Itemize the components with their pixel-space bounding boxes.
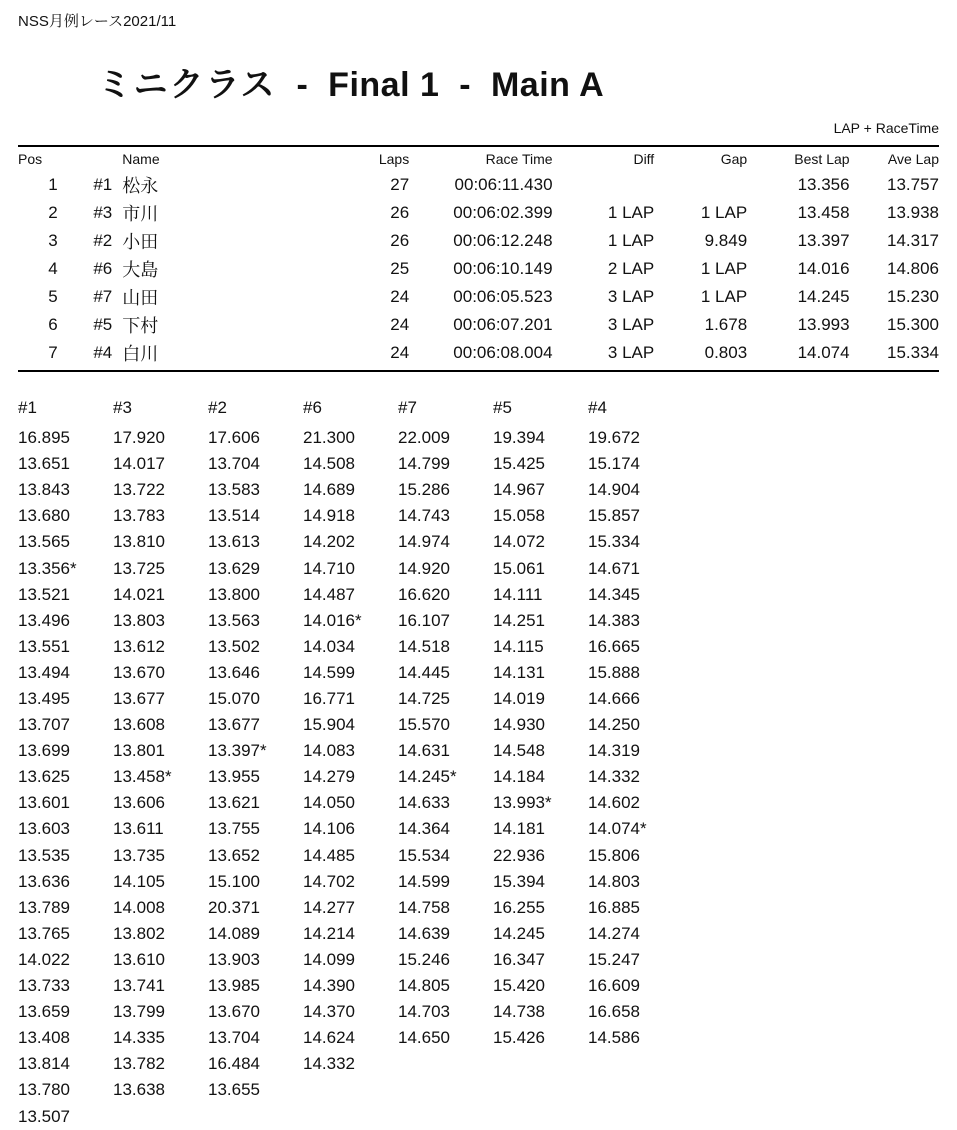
lap-time-cell: 13.707 [18, 715, 70, 735]
lap-time-cell: 22.936 [493, 845, 545, 865]
lap-time-cell: 13.814 [18, 1054, 70, 1074]
result-pos: 3 [48, 231, 58, 251]
lap-time-cell: 14.758 [398, 897, 450, 917]
title-separator-2: - [439, 65, 491, 104]
lap-time-cell: 17.606 [208, 428, 260, 448]
result-best-lap: 13.993 [797, 315, 850, 335]
lap-time-cell: 13.802 [113, 923, 165, 943]
result-race-time: 00:06:11.430 [454, 175, 553, 195]
lap-time-cell: 13.903 [208, 949, 260, 969]
table-row [18, 311, 939, 339]
table-row [18, 255, 939, 283]
result-diff: 2 LAP [607, 259, 655, 279]
lap-time-cell: 13.507 [18, 1106, 70, 1126]
lap-time-cell: 16.665 [588, 636, 640, 656]
result-ave-lap: 13.757 [887, 175, 939, 195]
lap-time-cell: 14.703 [398, 1002, 450, 1022]
result-race-time: 00:06:07.201 [453, 315, 553, 335]
result-race-time: 00:06:12.248 [453, 231, 553, 251]
lap-time-cell: 14.602 [588, 793, 640, 813]
result-ave-lap: 15.300 [887, 315, 939, 335]
lap-time-cell: 13.755 [208, 819, 260, 839]
lap-column-header: #7 [398, 398, 417, 418]
header-ave-lap: Ave Lap [887, 151, 939, 168]
lap-time-cell: 13.612 [113, 636, 165, 656]
lap-time-cell: 20.371 [208, 897, 260, 917]
result-gap: 0.803 [704, 343, 748, 363]
lap-time-cell: 13.677 [113, 689, 165, 708]
lap-time-cell: 15.570 [398, 715, 450, 735]
header-race-time: Race Time [485, 151, 553, 168]
lap-time-cell: 14.639 [398, 923, 450, 943]
lap-time-cell: 13.551 [18, 636, 70, 656]
lap-time-cell: 15.100 [208, 871, 260, 891]
lap-time-cell: 13.601 [18, 793, 70, 813]
lap-time-cell: 14.650 [398, 1028, 450, 1048]
lap-time-cell: 13.563 [208, 610, 260, 630]
lap-time-cell: 13.629 [208, 558, 260, 578]
lap-time-cell: 13.356* [18, 558, 77, 578]
result-diff: 1 LAP [607, 203, 655, 223]
lap-time-cell: 14.383 [588, 610, 640, 630]
lap-column-car1 [18, 398, 113, 1130]
lap-time-cell: 14.631 [398, 741, 450, 761]
lap-time-cell: 14.335 [113, 1028, 165, 1048]
header-best-lap: Best Lap [794, 151, 850, 168]
lap-time-cell: 13.655 [208, 1080, 260, 1100]
lap-time-cell: 14.799 [398, 454, 450, 474]
lap-time-cell: 13.741 [113, 976, 165, 996]
result-diff [553, 171, 655, 199]
lap-time-cell: 14.019 [493, 689, 545, 708]
lap-time-cell: 14.345 [588, 584, 640, 604]
table-row [18, 171, 939, 199]
result-driver-name: 白川 [122, 344, 159, 365]
lap-time-cell: 13.677 [208, 715, 260, 735]
lap-time-cell: 14.689 [303, 480, 355, 500]
lap-column-car2 [208, 398, 303, 1130]
result-gap: 1 LAP [700, 259, 748, 279]
result-pos: 1 [48, 175, 58, 195]
lap-time-cell: 14.487 [303, 584, 355, 604]
lap-time-cell: 13.611 [113, 819, 164, 839]
lap-time-cell: 13.625 [18, 767, 70, 787]
result-driver-name: 山田 [122, 288, 159, 309]
lap-time-cell: 14.184 [493, 767, 545, 787]
lap-column-car5 [493, 398, 588, 1130]
lap-time-cell: 13.704 [208, 1028, 260, 1048]
header-diff: Diff [633, 151, 655, 168]
lap-time-cell: 14.364 [398, 819, 450, 839]
result-laps: 25 [390, 259, 410, 279]
lap-time-cell: 16.895 [18, 428, 70, 448]
lap-time-cell: 15.246 [398, 949, 450, 969]
lap-time-cell: 13.799 [113, 1002, 165, 1022]
result-laps: 24 [390, 315, 410, 335]
lap-time-cell: 13.803 [113, 610, 165, 630]
lap-time-cell: 13.613 [208, 532, 260, 552]
results-table-body [18, 171, 939, 367]
table-row [18, 199, 939, 227]
lap-time-cell: 15.420 [493, 976, 545, 996]
table-row [18, 227, 939, 255]
result-race-time: 00:06:10.149 [453, 259, 553, 279]
result-race-time: 00:06:05.523 [453, 287, 553, 307]
lap-time-cell: 14.017 [113, 454, 165, 474]
lap-time-cell: 14.390 [303, 976, 355, 996]
result-laps: 27 [390, 175, 410, 195]
lap-time-cell: 14.738 [493, 1002, 545, 1022]
lap-time-cell: 15.888 [588, 662, 640, 682]
lap-time-cell: 14.319 [588, 741, 640, 761]
table-header-row [18, 149, 939, 171]
result-best-lap: 13.397 [797, 231, 850, 251]
result-car-number: #5 [93, 315, 113, 335]
result-driver-name: 下村 [122, 316, 159, 337]
lap-time-cell: 15.425 [493, 454, 545, 474]
result-ave-lap: 15.334 [887, 343, 939, 363]
results-table [18, 149, 939, 367]
lap-time-cell: 13.670 [113, 662, 165, 682]
lap-time-cell: 13.496 [18, 610, 70, 630]
lap-time-cell: 13.985 [208, 976, 260, 996]
lap-column-header: #1 [18, 398, 37, 418]
lap-time-cell: 13.783 [113, 506, 165, 526]
lap-time-cell: 13.583 [208, 480, 260, 500]
lap-column-car6 [303, 398, 398, 1130]
result-pos: 2 [48, 203, 58, 223]
header-name: Name [122, 151, 160, 168]
header-pos: Pos [18, 151, 43, 168]
lap-time-cell: 13.603 [18, 819, 70, 839]
result-pos: 7 [48, 343, 58, 363]
lap-time-cell: 14.671 [588, 558, 640, 578]
table-row [18, 339, 939, 367]
lap-time-cell: 16.347 [493, 949, 545, 969]
result-ave-lap: 14.317 [887, 231, 939, 251]
lap-time-cell: 14.021 [113, 584, 165, 604]
lap-time-cell: 13.608 [113, 715, 165, 735]
lap-column-header: #3 [113, 398, 132, 418]
lap-time-cell: 16.609 [588, 976, 640, 996]
results-table-wrapper [18, 145, 939, 372]
lap-time-cell: 16.885 [588, 897, 640, 917]
lap-time-cell: 15.070 [208, 689, 260, 708]
result-laps: 26 [390, 203, 410, 223]
lap-column-header: #2 [208, 398, 227, 418]
class-name: ミニクラス [97, 65, 277, 104]
lap-time-cell: 13.810 [113, 532, 165, 552]
lap-time-cell: 15.904 [303, 715, 355, 735]
lap-time-cell: 14.072 [493, 532, 545, 552]
lap-time-cell: 13.735 [113, 845, 165, 865]
lap-time-cell: 14.599 [398, 871, 450, 891]
lap-time-cell: 14.181 [493, 819, 545, 839]
lap-time-cell: 14.099 [303, 949, 355, 969]
lap-time-cell: 16.771 [303, 689, 355, 708]
header-num [58, 149, 123, 171]
result-pos: 5 [48, 287, 58, 307]
lap-time-cell: 14.967 [493, 480, 545, 500]
lap-time-cell: 13.565 [18, 532, 70, 552]
result-best-lap: 13.458 [797, 203, 850, 223]
lap-time-cell: 13.789 [18, 897, 70, 917]
document-header [0, 0, 957, 139]
lap-time-cell: 13.659 [18, 1002, 70, 1022]
result-gap: 1 LAP [700, 203, 748, 223]
result-ave-lap: 15.230 [887, 287, 939, 307]
lap-time-cell: 15.334 [588, 532, 640, 552]
lap-time-cell: 13.782 [113, 1054, 165, 1074]
lap-time-cell: 14.034 [303, 636, 355, 656]
lap-time-cell: 14.279 [303, 767, 355, 787]
lap-time-cell: 17.920 [113, 428, 165, 448]
lap-time-cell: 15.806 [588, 845, 640, 865]
lap-time-cell: 14.202 [303, 532, 355, 552]
result-gap: 1 LAP [700, 287, 748, 307]
result-gap: 1.678 [704, 315, 748, 335]
lap-time-cell: 14.083 [303, 741, 355, 761]
lap-time-cell: 14.920 [398, 558, 450, 578]
lap-time-cell: 19.672 [588, 428, 640, 448]
result-gap: 9.849 [704, 231, 748, 251]
lap-time-cell: 13.408 [18, 1028, 70, 1048]
lap-time-cell: 13.514 [208, 506, 260, 526]
lap-time-cell: 13.651 [18, 454, 70, 474]
header-gap: Gap [720, 151, 748, 168]
lap-time-cell: 21.300 [303, 428, 355, 448]
lap-time-cell: 13.535 [18, 845, 70, 865]
result-driver-name: 松永 [122, 176, 159, 197]
lap-time-cell: 14.089 [208, 923, 260, 943]
lap-column-header: #5 [493, 398, 512, 418]
lap-time-cell: 13.502 [208, 636, 260, 656]
lap-time-cell: 14.022 [18, 949, 70, 969]
lap-time-cell: 14.008 [113, 897, 165, 917]
table-row [18, 283, 939, 311]
lap-time-cell: 15.394 [493, 871, 545, 891]
lap-time-cell: 16.255 [493, 897, 545, 917]
main-label: Main A [490, 65, 605, 104]
result-pos: 6 [48, 315, 58, 335]
lap-time-cell: 13.638 [113, 1080, 165, 1100]
result-diff: 3 LAP [607, 343, 655, 363]
result-driver-name: 市川 [122, 204, 159, 225]
result-driver-name: 大島 [122, 260, 159, 281]
lap-time-cell: 14.214 [303, 923, 355, 943]
result-driver-name: 小田 [122, 232, 159, 253]
lap-time-cell: 13.652 [208, 845, 260, 865]
lap-time-cell: 14.245* [398, 767, 457, 787]
lap-time-cell: 13.521 [18, 584, 70, 604]
result-diff: 3 LAP [607, 287, 655, 307]
result-car-number: #2 [93, 231, 113, 251]
lap-time-cell: 14.445 [398, 662, 450, 682]
result-best-lap: 14.016 [797, 259, 850, 279]
lap-time-cell: 13.800 [208, 584, 260, 604]
lap-time-cell: 13.680 [18, 506, 70, 526]
result-ave-lap: 14.806 [887, 259, 939, 279]
lap-time-cell: 14.743 [398, 506, 450, 526]
result-best-lap: 14.245 [797, 287, 850, 307]
lap-time-cell: 16.658 [588, 1002, 640, 1022]
lap-time-cell: 14.245 [493, 923, 545, 943]
lap-time-cell: 13.993* [493, 793, 552, 813]
lap-time-cell: 14.277 [303, 897, 355, 917]
event-name: NSS月例レース2021/11 [18, 13, 177, 30]
lap-time-cell: 13.955 [208, 767, 260, 787]
lap-time-cell: 13.670 [208, 1002, 260, 1022]
lap-time-cell: 14.624 [303, 1028, 355, 1048]
lap-time-cell: 15.174 [588, 454, 640, 474]
lap-time-cell: 14.599 [303, 662, 355, 682]
lap-time-cell: 16.620 [398, 584, 450, 604]
lap-time-cell: 13.780 [18, 1080, 70, 1100]
result-diff: 1 LAP [607, 231, 655, 251]
lap-time-cell: 14.485 [303, 845, 355, 865]
lap-time-cell: 14.508 [303, 454, 355, 474]
lap-time-cell: 14.370 [303, 1002, 355, 1022]
lap-time-cell: 13.621 [208, 793, 260, 813]
lap-column-car4 [588, 398, 683, 1130]
lap-time-cell: 14.548 [493, 741, 545, 761]
lap-time-cell: 15.857 [588, 506, 640, 526]
lap-time-cell: 13.801 [113, 741, 165, 761]
lap-time-cell: 14.274 [588, 923, 640, 943]
result-laps: 26 [390, 231, 410, 251]
lap-time-cell: 14.332 [588, 767, 640, 787]
lap-time-cell: 14.111 [493, 584, 543, 604]
lap-time-cell: 14.131 [493, 662, 545, 682]
lap-time-cell: 15.058 [493, 506, 545, 526]
lap-time-cell: 13.725 [113, 558, 165, 578]
lap-time-cell: 14.074* [588, 819, 647, 839]
lap-time-cell: 13.765 [18, 923, 70, 943]
lap-time-cell: 14.710 [303, 558, 355, 578]
result-car-number: #1 [93, 175, 113, 195]
lap-time-cell: 13.733 [18, 976, 70, 996]
result-laps: 24 [390, 287, 410, 307]
lap-times-grid [18, 398, 939, 1130]
lap-time-cell: 14.725 [398, 689, 450, 708]
report-type-note: LAP + RaceTime [833, 120, 939, 137]
lap-time-cell: 13.699 [18, 741, 70, 761]
lap-time-cell: 14.666 [588, 689, 640, 708]
lap-column-car7 [398, 398, 493, 1130]
result-car-number: #6 [93, 259, 113, 279]
lap-time-cell: 16.484 [208, 1054, 260, 1074]
lap-time-cell: 14.251 [493, 610, 545, 630]
lap-column-header: #6 [303, 398, 322, 418]
lap-time-cell: 14.930 [493, 715, 545, 735]
lap-time-cell: 13.495 [18, 689, 70, 708]
lap-time-cell: 16.107 [398, 610, 450, 630]
lap-time-cell: 14.050 [303, 793, 355, 813]
result-car-number: #4 [93, 343, 113, 363]
lap-time-cell: 14.974 [398, 532, 450, 552]
lap-time-cell: 14.332 [303, 1054, 355, 1074]
lap-time-cell: 19.394 [493, 428, 545, 448]
title-separator-1: - [276, 65, 329, 104]
lap-time-cell: 14.805 [398, 976, 450, 996]
lap-time-cell: 13.646 [208, 662, 260, 682]
lap-column-header: #4 [588, 398, 607, 418]
lap-time-cell: 14.904 [588, 480, 640, 500]
lap-time-cell: 14.106 [303, 819, 355, 839]
lap-time-cell: 14.633 [398, 793, 450, 813]
lap-time-cell: 15.247 [588, 949, 640, 969]
lap-time-cell: 14.918 [303, 506, 355, 526]
lap-time-cell: 13.722 [113, 480, 165, 500]
lap-time-cell: 13.636 [18, 871, 70, 891]
result-car-number: #3 [93, 203, 113, 223]
results-table-header [18, 149, 939, 171]
lap-time-cell: 13.458* [113, 767, 172, 787]
result-car-number: #7 [93, 287, 113, 307]
result-ave-lap: 13.938 [887, 203, 939, 223]
lap-time-cell: 13.397* [208, 741, 267, 761]
title-row [18, 32, 939, 139]
lap-time-cell: 14.586 [588, 1028, 640, 1048]
lap-time-cell: 13.494 [18, 662, 70, 682]
result-best-lap: 14.074 [797, 343, 850, 363]
result-gap [654, 171, 747, 199]
lap-time-cell: 13.610 [113, 949, 165, 969]
lap-time-cell: 15.534 [398, 845, 450, 865]
header-laps: Laps [378, 151, 410, 168]
result-laps: 24 [390, 343, 410, 363]
lap-time-cell: 13.843 [18, 480, 70, 500]
lap-time-cell: 13.606 [113, 793, 165, 813]
lap-time-cell: 15.061 [493, 558, 545, 578]
lap-time-cell: 14.702 [303, 871, 355, 891]
lap-time-cell: 14.518 [398, 636, 450, 656]
final-label: Final 1 [328, 65, 440, 104]
lap-column-car3 [113, 398, 208, 1130]
result-pos: 4 [48, 259, 58, 279]
lap-time-cell: 13.704 [208, 454, 260, 474]
lap-time-cell: 22.009 [398, 428, 450, 448]
lap-time-cell: 14.105 [113, 871, 165, 891]
result-race-time: 00:06:02.399 [453, 203, 553, 223]
lap-time-cell: 14.016* [303, 610, 362, 630]
result-race-time: 00:06:08.004 [453, 343, 553, 363]
lap-time-cell: 15.426 [493, 1028, 545, 1048]
lap-time-cell: 14.115 [493, 636, 544, 656]
lap-time-cell: 15.286 [398, 480, 450, 500]
lap-time-cell: 14.250 [588, 715, 640, 735]
lap-time-cell: 14.803 [588, 871, 640, 891]
result-best-lap: 13.356 [797, 175, 850, 195]
result-diff: 3 LAP [607, 315, 655, 335]
page-title [18, 32, 604, 139]
